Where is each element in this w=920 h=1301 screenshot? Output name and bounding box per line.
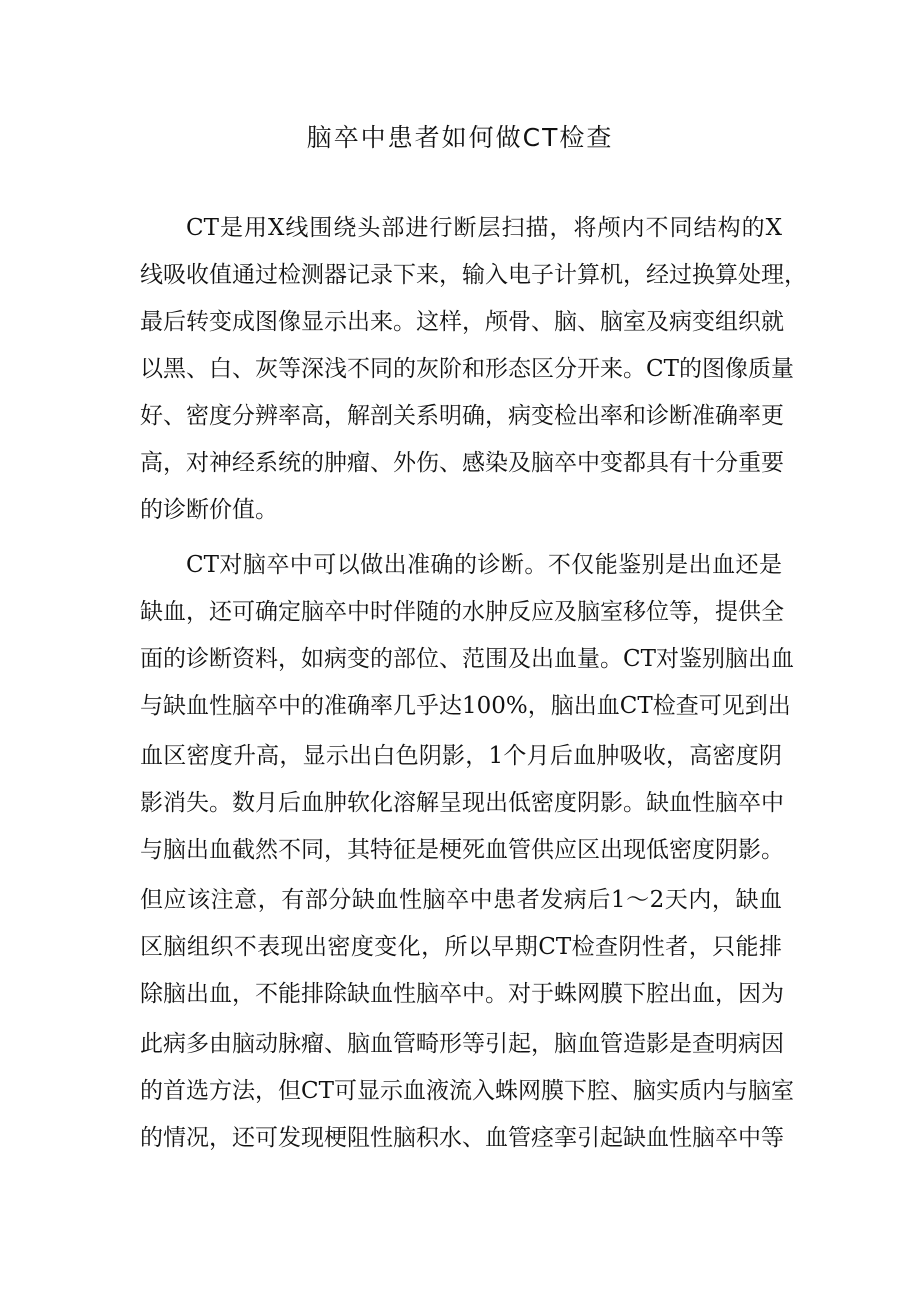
paragraph-2-line-1: CT对脑卒中可以做出准确的诊断。不仅能鉴别是出血还是: [186, 552, 782, 578]
paragraph-1-line-6: 高，对神经系统的肿瘤、外伤、感染及脑卒中变都具有十分重要: [140, 450, 784, 476]
paragraph-1-line-4: 以黑、白、灰等深浅不同的灰阶和形态区分开来。CT的图像质量: [140, 356, 794, 382]
paragraph-1-line-7: 的诊断价值。: [140, 497, 278, 523]
paragraph-2-line-12: 的首选方法，但CT可显示血液流入蛛网膜下腔、脑实质内与脑室: [140, 1078, 794, 1104]
paragraph-1-line-2: 线吸收值通过检测器记录下来，输入电子计算机，经过换算处理，: [140, 262, 807, 288]
paragraph-2-line-4: 与缺血性脑卒中的准确率几乎达100%，脑出血CT检查可见到出: [140, 693, 791, 719]
paragraph-2-line-8: 但应该注意，有部分缺血性脑卒中患者发病后1～2天内，缺血: [140, 887, 782, 913]
paragraph-1-line-5: 好、密度分辨率高，解剖关系明确，病变检出率和诊断准确率更: [140, 403, 784, 429]
document-title: 脑卒中患者如何做CT检查: [306, 123, 614, 152]
paragraph-2-line-6: 影消失。数月后血肿软化溶解呈现出低密度阴影。缺血性脑卒中: [140, 790, 784, 816]
paragraph-2-line-10: 除脑出血，不能排除缺血性脑卒中。对于蛛网膜下腔出血，因为: [140, 981, 784, 1007]
paragraph-2-line-7: 与脑出血截然不同，其特征是梗死血管供应区出现低密度阴影。: [140, 837, 784, 863]
paragraph-2-line-13: 的情况，还可发现梗阻性脑积水、血管痉挛引起缺血性脑卒中等: [140, 1125, 784, 1151]
paragraph-2-line-5: 血区密度升高，显示出白色阴影，1个月后血肿吸收，高密度阴: [140, 743, 782, 769]
paragraph-1-line-1: CT是用X线围绕头部进行断层扫描，将颅内不同结构的X: [186, 215, 782, 241]
paragraph-2-line-9: 区脑组织不表现出密度变化，所以早期CT检查阴性者，只能排: [140, 934, 782, 960]
paragraph-2-line-3: 面的诊断资料，如病变的部位、范围及出血量。CT对鉴别脑出血: [140, 646, 794, 672]
paragraph-2-line-2: 缺血，还可确定脑卒中时伴随的水肿反应及脑室移位等，提供全: [140, 599, 784, 625]
paragraph-1-line-3: 最后转变成图像显示出来。这样，颅骨、脑、脑室及病变组织就: [140, 309, 784, 335]
paragraph-2-line-11: 此病多由脑动脉瘤、脑血管畸形等引起，脑血管造影是查明病因: [140, 1031, 784, 1057]
